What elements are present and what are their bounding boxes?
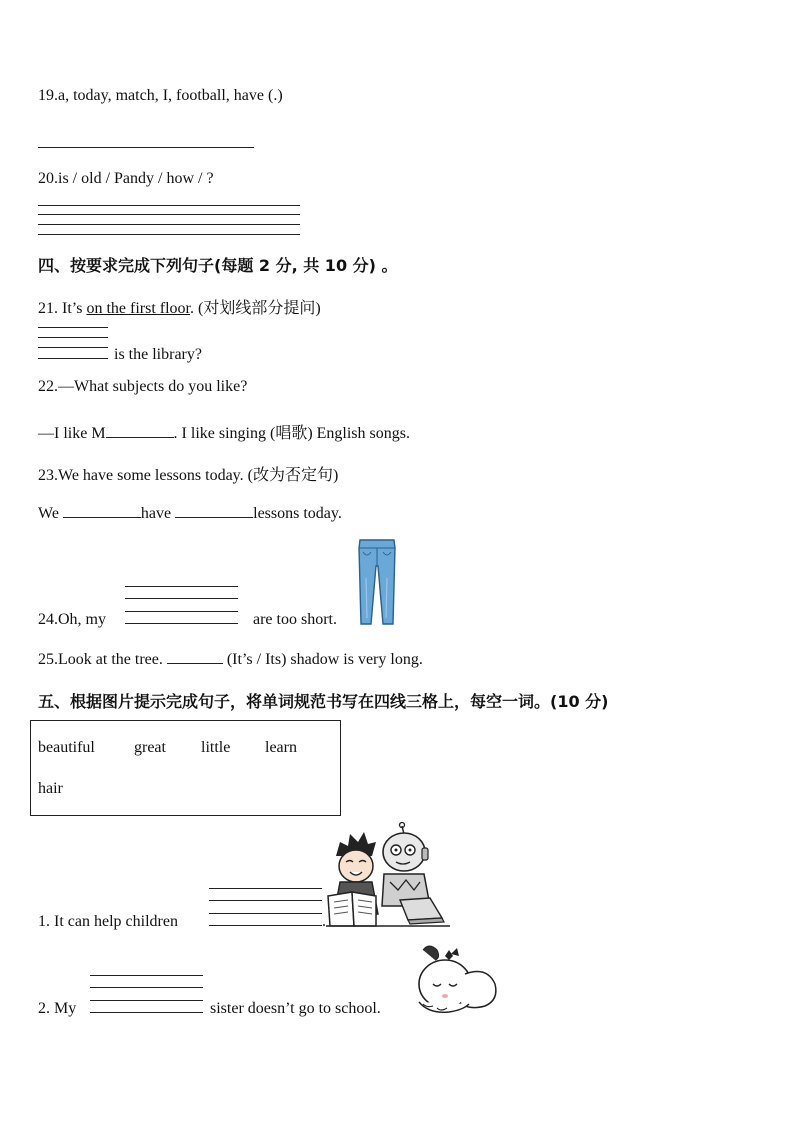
q23-end: lessons today. (253, 505, 342, 522)
section-5-title: 五、根据图片提示完成句子，将单词规范书写在四线三格上，每空一词。(10 分) (38, 692, 609, 711)
blank-25[interactable] (167, 649, 223, 664)
four-line-grid-20[interactable] (38, 205, 300, 235)
question-22: 22.—What subjects do you like? (38, 378, 248, 395)
q25-prefix: 25.Look at the tree. (38, 651, 167, 668)
q21-suffix: . (对划线部分提问) (190, 300, 321, 317)
q24-suffix: are too short. (253, 611, 337, 628)
boy-and-robot-reading-icon (326, 822, 450, 928)
q23-have: have (140, 505, 176, 522)
s5q2-suffix: sister doesn’t go to school. (210, 1000, 381, 1017)
word-bank-item: little (201, 739, 231, 756)
word-bank-item: great (134, 739, 166, 756)
four-line-grid-s5q1[interactable] (209, 888, 322, 926)
blank-23a[interactable] (63, 503, 141, 518)
q21-underlined: on the first floor (86, 300, 190, 317)
sleeping-baby-icon (415, 944, 501, 1016)
s5q2-prefix: 2. My (38, 1000, 77, 1017)
q23-we: We (38, 505, 63, 522)
question-21 (38, 295, 321, 318)
q22-a2: . I like singing (唱歌) English songs. (173, 425, 410, 442)
answer-23 (38, 503, 342, 523)
q24-prefix: 24.Oh, my (38, 611, 106, 628)
four-line-grid-21[interactable] (38, 327, 108, 359)
question-25 (38, 649, 423, 669)
word-bank-item: beautiful (38, 739, 95, 756)
s5q1-suffix: . (322, 913, 326, 930)
answer-line-19[interactable] (38, 147, 254, 148)
word-bank-item: hair (38, 780, 63, 797)
jeans-icon (357, 538, 397, 628)
word-bank (30, 720, 341, 816)
answer-22 (38, 420, 410, 443)
q22-a1: —I like M (38, 425, 106, 442)
q21-answer-tail: is the library? (114, 346, 202, 363)
section-4-title: 四、按要求完成下列句子(每题 2 分, 共 10 分) 。 (38, 256, 398, 275)
word-bank-item: learn (265, 739, 297, 756)
s5q1-prefix: 1. It can help children (38, 913, 178, 930)
question-19: 19.a, today, match, I, football, have (.) (38, 87, 283, 104)
blank-23b[interactable] (175, 503, 253, 518)
question-20: 20.is / old / Pandy / how / ? (38, 170, 214, 187)
question-23: 23.We have some lessons today. (改为否定句) (38, 467, 339, 484)
q21-prefix: 21. It’s (38, 300, 87, 317)
four-line-grid-24[interactable] (125, 586, 238, 624)
blank-22[interactable] (106, 423, 174, 438)
q25-suffix: (It’s / Its) shadow is very long. (222, 651, 423, 668)
four-line-grid-s5q2[interactable] (90, 975, 203, 1013)
